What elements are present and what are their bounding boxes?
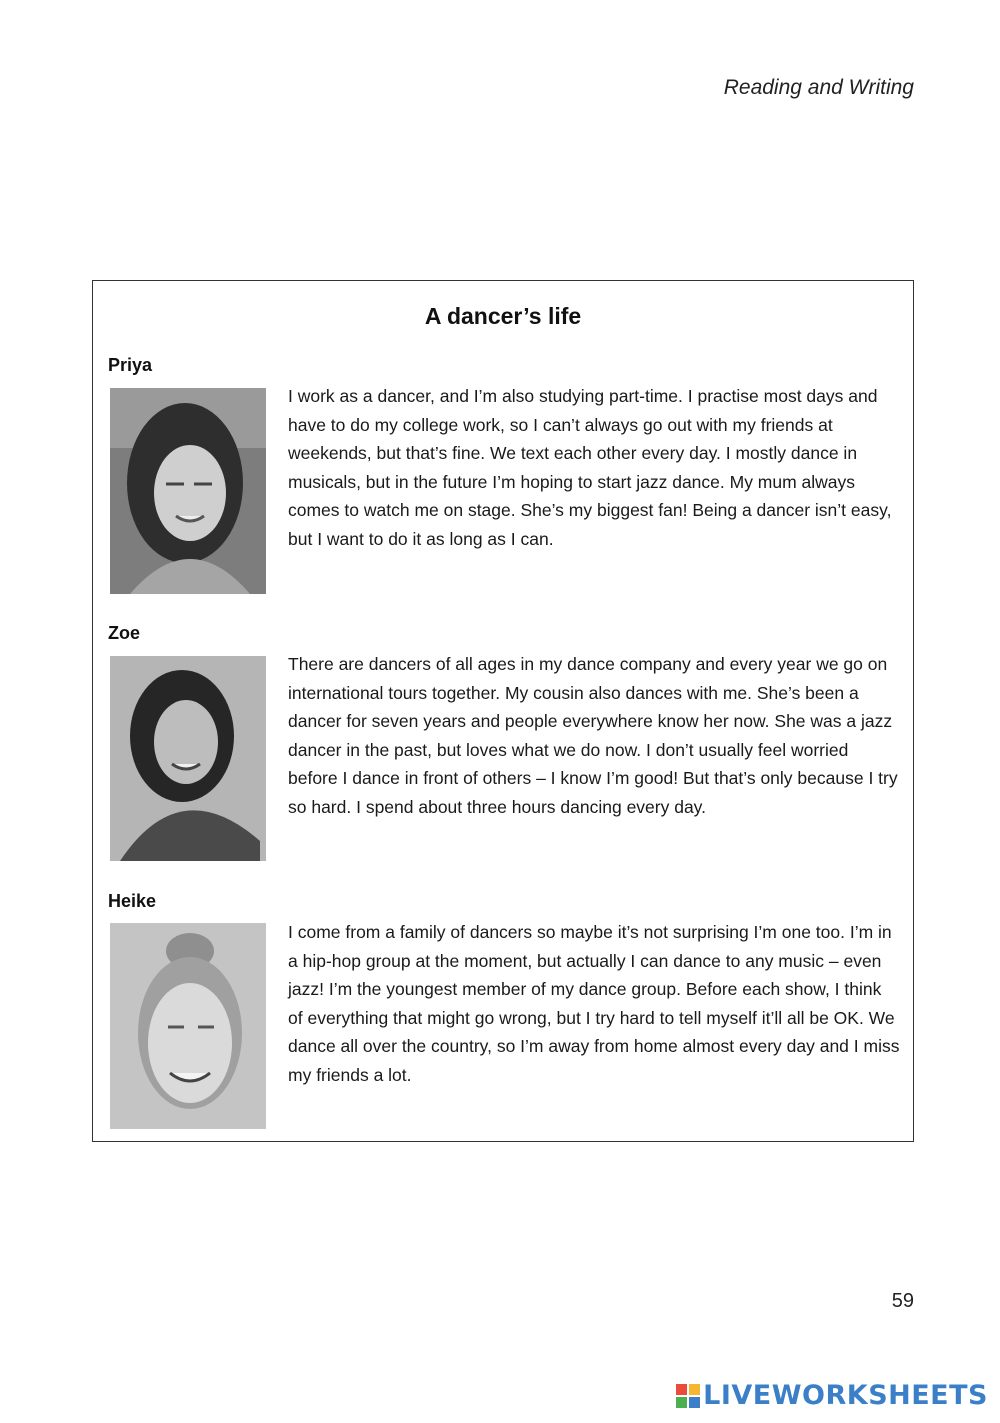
photo-priya — [110, 388, 266, 594]
entry-text-zoe: There are dancers of all ages in my dance company and every year we go on international tours together. My cousin also dances with me. She’s been a dancer for seven years and people everywhere know her now. She was a jazz dancer in the past, but loves what we do now. I don’t usually feel worried before I dance in front of others – I know I’m good! But that’s only because I try so hard. I spend about three hours dancing every day. — [288, 654, 898, 817]
brand-watermark — [676, 1380, 988, 1411]
entry-text-heike: I come from a family of dancers so maybe it’s not surprising I’m one too. I’m in a hip-hop group at the moment, but actually I can dance to any music – even jazz! I’m the youngest member of my dance group. Before each show, I think of everything that might go wrong, but I try hard to tell myself it’ll all be OK. We dance all over the country, so I’m away from home almost every day and I miss my friends a lot. — [288, 922, 900, 1085]
photo-zoe — [110, 656, 266, 861]
article-title: A dancer’s life — [424, 303, 582, 329]
page-number: 59 — [891, 1290, 914, 1312]
brand-text: LIVEWORKSHEETS — [703, 1380, 988, 1411]
article-box — [92, 280, 914, 1142]
photo-heike — [110, 923, 266, 1129]
entry-text-priya: I work as a dancer, and I’m also studying part-time. I practise most days and have to do my college work, so I can’t always go out with my friends at weekends, but that’s fine. We text each other every day. I mostly dance in musicals, but in the future I’m hoping to start jazz dance. My mum always comes to watch me on stage. She’s my biggest fan! Being a dancer isn’t easy, but I want to do it as long as I can. — [288, 386, 892, 549]
entry-name-zoe: Zoe — [108, 623, 141, 643]
entry-name-heike: Heike — [108, 891, 157, 911]
section-heading: Reading and Writing — [723, 76, 914, 99]
entry-name-priya: Priya — [108, 355, 153, 375]
liveworksheets-logo-icon — [676, 1384, 700, 1408]
